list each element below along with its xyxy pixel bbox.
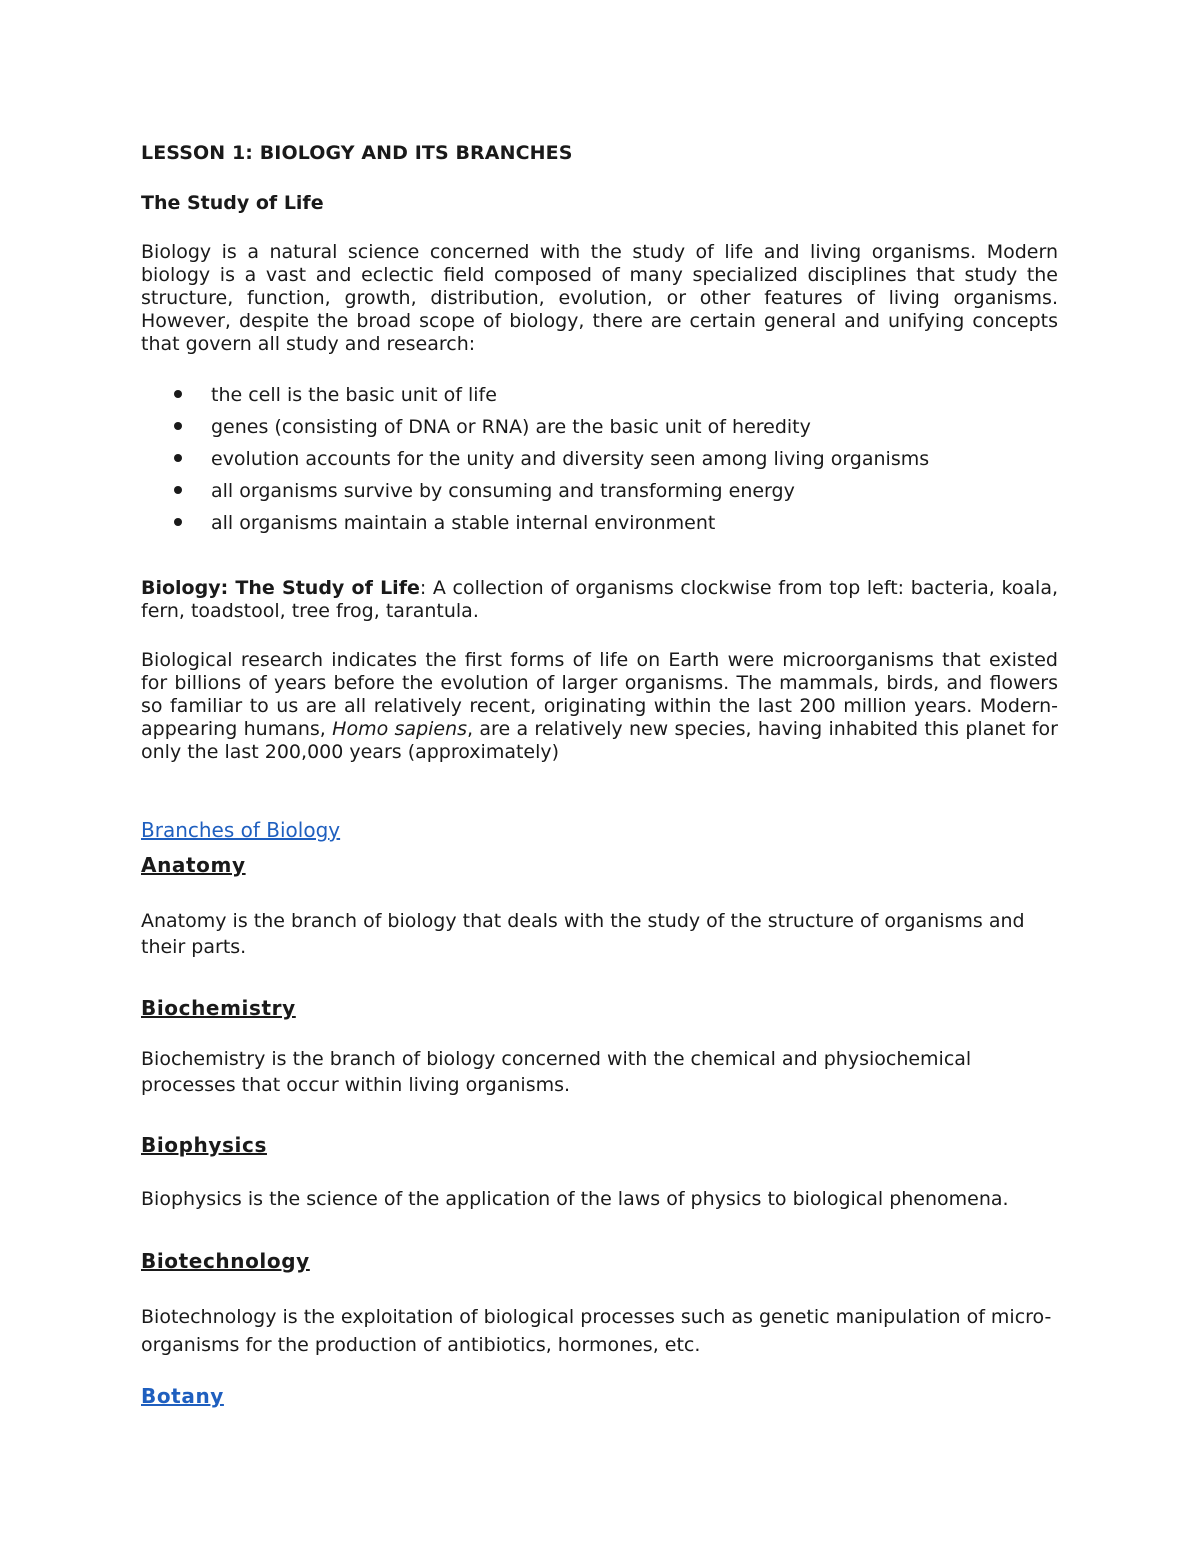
bullet-icon [174, 486, 182, 494]
list-item [141, 446, 1058, 478]
research-text-end: , are a relatively new species, having inhabited this planet for only the last 200,000 years (approximately) [141, 718, 1058, 763]
biochemistry-heading: Biochemistry [141, 996, 296, 1020]
biophysics-description: Biophysics is the science of the application of the laws of physics to biological phenomena. [141, 1188, 1009, 1210]
section-subtitle: The Study of Life [141, 192, 324, 214]
caption-text: : A collection of organisms clockwise from top left: bacteria, koala, fern, toadstool, tree frog, tarantula. [141, 577, 1058, 622]
list-item-text: all organisms survive by consuming and transforming energy [211, 480, 795, 502]
list-item [141, 382, 1058, 414]
lesson-title: LESSON 1: BIOLOGY AND ITS BRANCHES [141, 142, 573, 164]
biotechnology-description: Biotechnology is the exploitation of biological processes such as genetic manipulation of micro-organisms for the production of antibiotics, hormones, etc. [141, 1306, 1052, 1356]
anatomy-heading: Anatomy [141, 853, 246, 877]
branches-of-biology-link[interactable]: Branches of Biology [141, 818, 341, 842]
list-item [141, 478, 1058, 510]
list-item-text: the cell is the basic unit of life [211, 384, 497, 406]
botany-heading-link[interactable]: Botany [141, 1384, 224, 1408]
anatomy-description: Anatomy is the branch of biology that deals with the study of the structure of organisms and their parts. [141, 910, 1025, 958]
research-text-start: Biological research indicates the first forms of life on Earth were microorganisms that existed for billions of years before the evolution of larger organisms. The mammals, birds, and flowers so familiar to us are all relatively recent, originating within the last 200 million years. Modern-appearing humans, [141, 649, 1058, 740]
bullet-icon [174, 390, 182, 398]
biophysics-heading: Biophysics [141, 1133, 267, 1157]
caption-title: Biology: The Study of Life [141, 577, 420, 599]
concepts-list [141, 382, 1058, 542]
biotechnology-heading: Biotechnology [141, 1249, 310, 1273]
bullet-icon [174, 518, 182, 526]
list-item-text: genes (consisting of DNA or RNA) are the basic unit of heredity [211, 416, 811, 438]
bullet-icon [174, 454, 182, 462]
species-name: Homo sapiens [332, 718, 468, 740]
intro-paragraph: Biology is a natural science concerned with the study of life and living organisms. Modern biology is a vast and eclectic field composed of many specialized disciplines that study the structure, function, growth, distribution, evolution, or other features of living organisms. However, despite the broad scope of biology, there are certain general and unifying concepts that govern all study and research: [141, 241, 1058, 355]
list-item [141, 510, 1058, 542]
bullet-icon [174, 422, 182, 430]
biochemistry-description: Biochemistry is the branch of biology concerned with the chemical and physiochemical processes that occur within living organisms. [141, 1048, 972, 1096]
research-paragraph [141, 649, 1058, 764]
image-caption [141, 577, 1058, 623]
list-item-text: all organisms maintain a stable internal environment [211, 512, 716, 534]
list-item-text: evolution accounts for the unity and diversity seen among living organisms [211, 448, 930, 470]
list-item [141, 414, 1058, 446]
